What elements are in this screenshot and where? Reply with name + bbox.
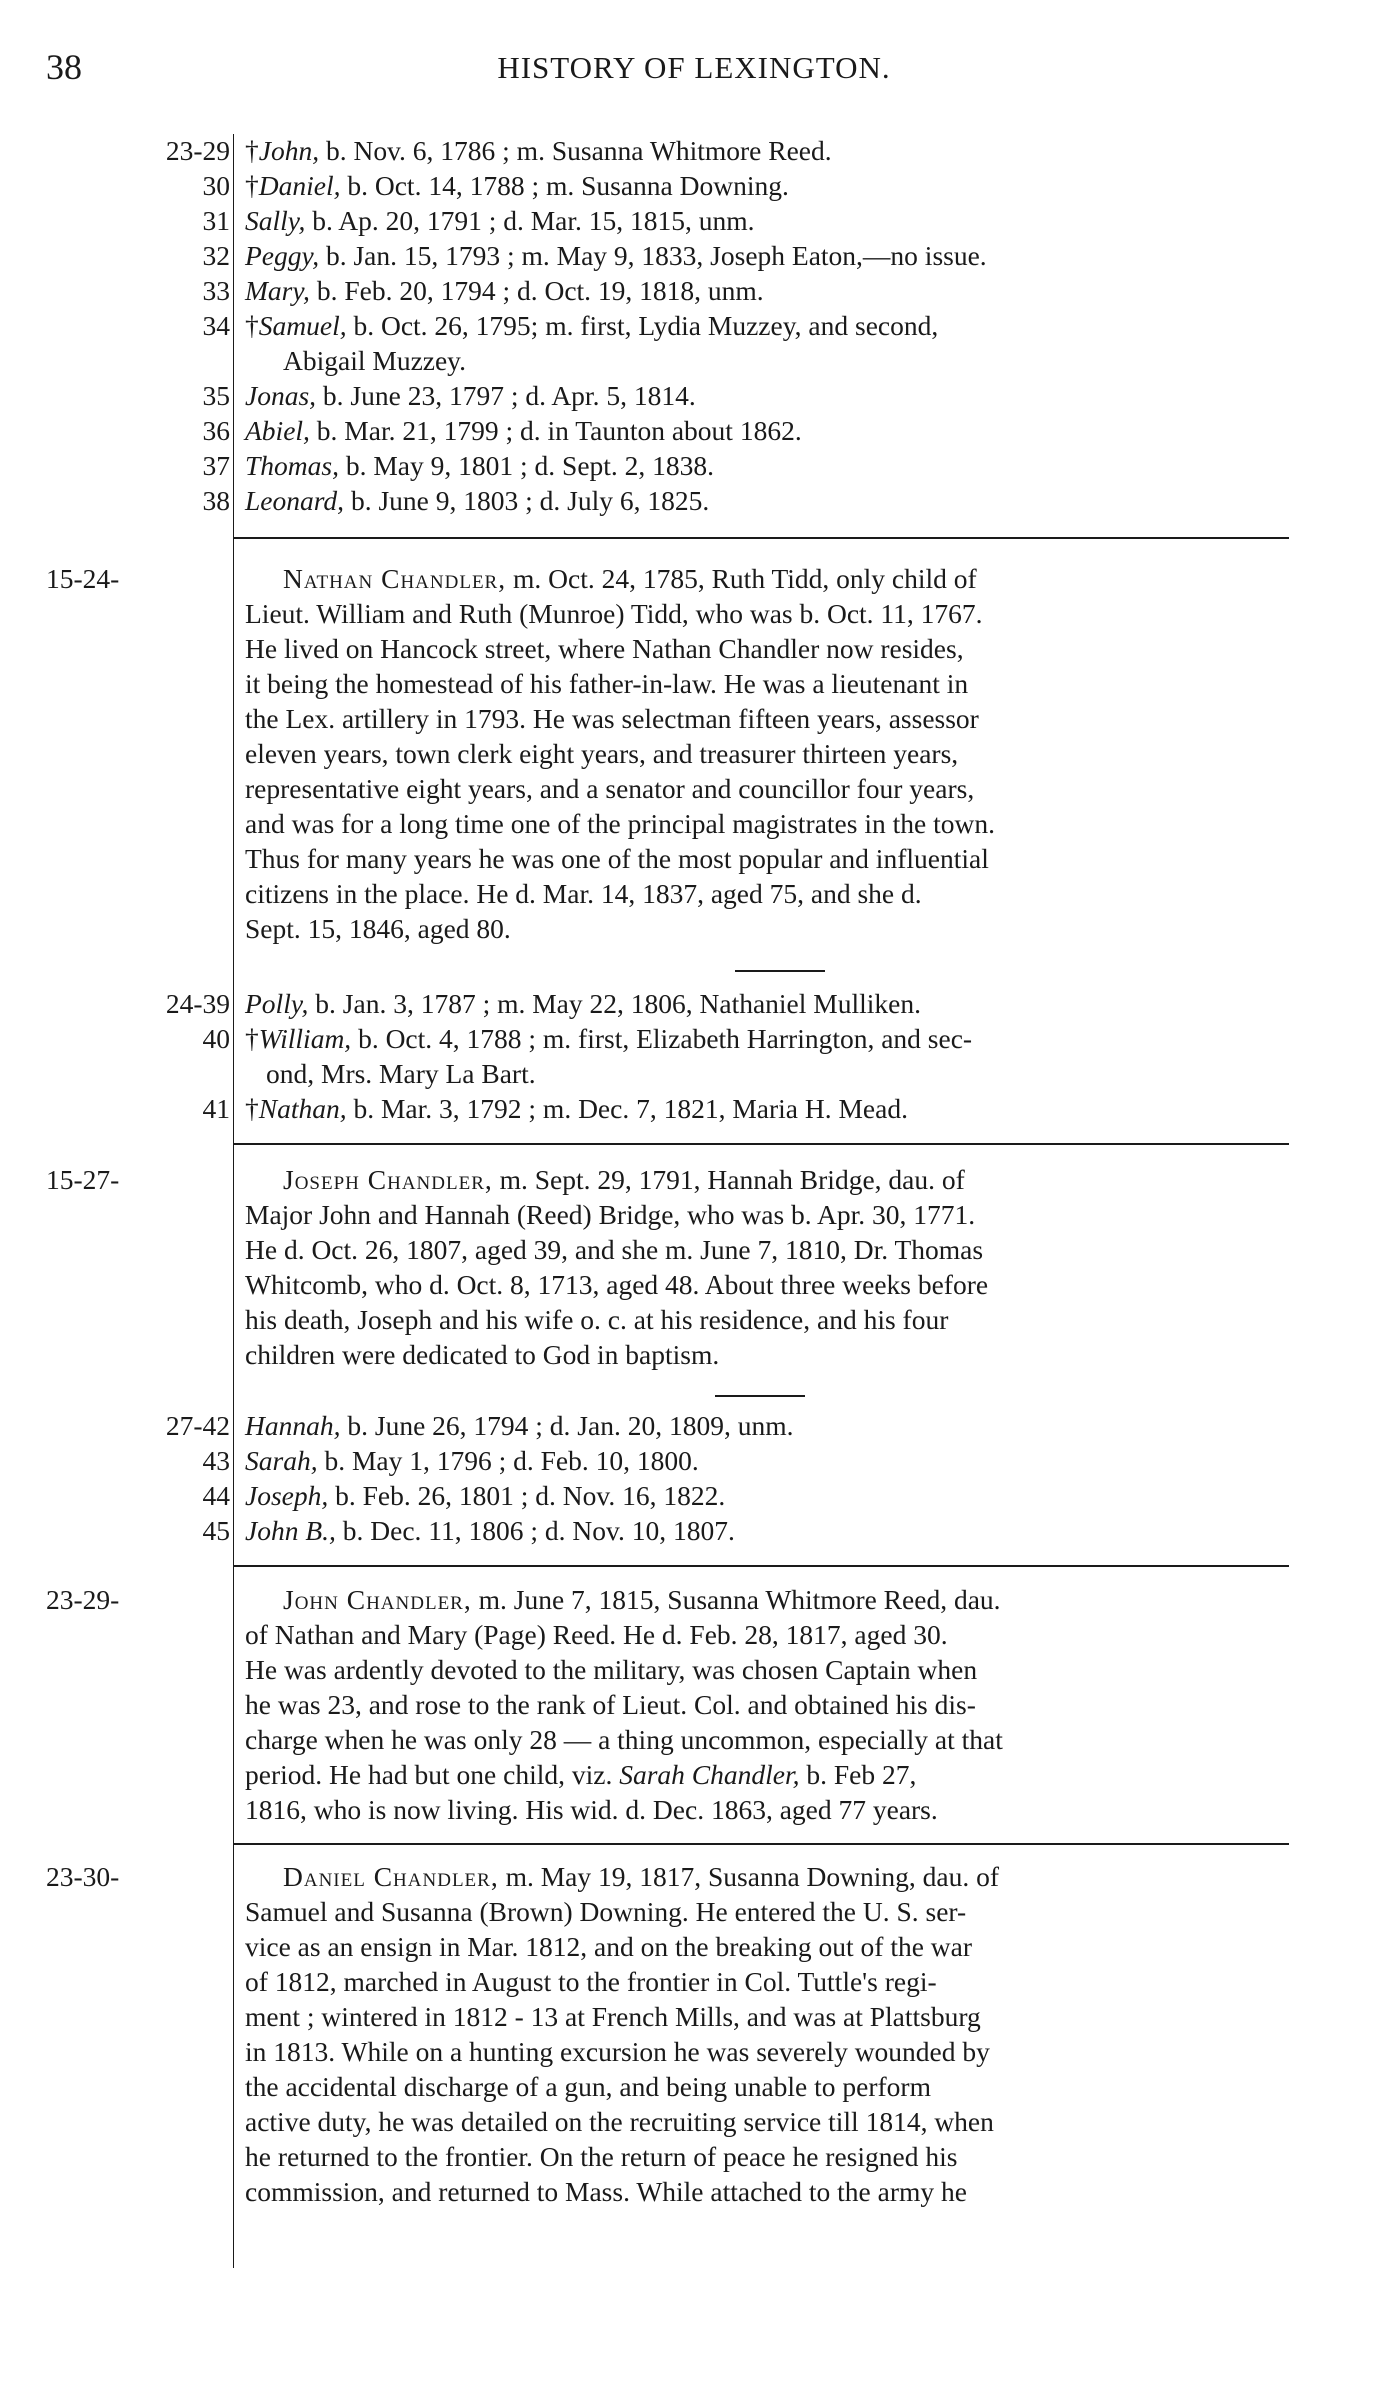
- ref-number: 40: [202, 1023, 230, 1054]
- entry-paragraph-line: the Lex. artillery in 1793. He was selectman fifteen years, assessor: [245, 703, 979, 734]
- ref-number: 30: [202, 170, 230, 201]
- child-name: Thomas,: [245, 450, 339, 481]
- dagger-mark: †: [245, 170, 259, 201]
- entry-paragraph-line: Major John and Hannah (Reed) Bridge, who was b. Apr. 30, 1771.: [245, 1199, 976, 1230]
- entry-text: b. Feb 27,: [799, 1759, 917, 1790]
- child-entry: [245, 309, 938, 343]
- child-entry: [245, 1479, 725, 1513]
- child-entry: [245, 1022, 972, 1056]
- entry-paragraph-line: ment ; wintered in 1812 - 13 at French Mills, and was at Plattsburg: [245, 2001, 981, 2032]
- ref-number: 23-29-: [46, 1584, 120, 1615]
- ref-number: 41: [202, 1093, 230, 1124]
- child-entry: [245, 1444, 699, 1478]
- entry-text: m. Sept. 29, 1791, Hannah Bridge, dau. of: [492, 1164, 965, 1195]
- child-name: Joseph,: [245, 1480, 329, 1511]
- child-details: b. June 23, 1797 ; d. Apr. 5, 1814.: [316, 380, 696, 411]
- child-details: b. Mar. 3, 1792 ; m. Dec. 7, 1821, Maria H. Mead.: [346, 1093, 908, 1124]
- section-rule: [233, 1565, 1289, 1567]
- entry-paragraph-line: active duty, he was detailed on the recruiting service till 1814, when: [245, 2106, 994, 2137]
- entry-paragraph-line: 1816, who is now living. His wid. d. Dec. 1863, aged 77 years.: [245, 1794, 938, 1825]
- child-entry-continuation: ond, Mrs. Mary La Bart.: [266, 1058, 536, 1089]
- person-name: John Chandler,: [283, 1584, 472, 1615]
- ref-number: 44: [202, 1480, 230, 1511]
- entry-paragraph-line: Sept. 15, 1846, aged 80.: [245, 913, 511, 944]
- entry-paragraph-line: [283, 562, 977, 596]
- child-name: Sarah,: [245, 1445, 318, 1476]
- entry-text: m. June 7, 1815, Susanna Whitmore Reed, dau.: [471, 1584, 1001, 1615]
- child-name: Daniel,: [258, 170, 341, 201]
- dagger-mark: †: [245, 135, 259, 166]
- child-name: Nathan,: [258, 1093, 347, 1124]
- entry-paragraph-line: Samuel and Susanna (Brown) Downing. He entered the U. S. ser-: [245, 1896, 967, 1927]
- child-entry: [245, 414, 802, 448]
- ref-number: 45: [202, 1515, 230, 1546]
- ref-number: 27-42: [165, 1410, 230, 1441]
- entry-paragraph-line: [283, 1860, 999, 1894]
- person-name: Nathan Chandler,: [283, 563, 507, 594]
- entry-paragraph-line: citizens in the place. He d. Mar. 14, 1837, aged 75, and she d.: [245, 878, 922, 909]
- child-details: b. Oct. 14, 1788 ; m. Susanna Downing.: [340, 170, 789, 201]
- child-name: Samuel,: [258, 310, 347, 341]
- ref-number: 31: [202, 205, 230, 236]
- child-name: William,: [258, 1023, 352, 1054]
- child-entry: [245, 1409, 793, 1443]
- entry-text: m. May 19, 1817, Susanna Downing, dau. of: [498, 1861, 1000, 1892]
- page-number: 38: [46, 47, 82, 87]
- entry-text: period. He had but one child, viz.: [245, 1759, 620, 1790]
- entry-paragraph-line: [283, 1583, 1001, 1617]
- entry-paragraph-line: [245, 1758, 916, 1792]
- child-details: b. June 9, 1803 ; d. July 6, 1825.: [344, 485, 710, 516]
- ref-number: 23-30-: [46, 1861, 120, 1892]
- child-name: John,: [258, 135, 320, 166]
- entry-paragraph-line: [283, 1163, 965, 1197]
- entry-paragraph-line: of Nathan and Mary (Page) Reed. He d. Feb. 28, 1817, aged 30.: [245, 1619, 948, 1650]
- ref-number: 35: [202, 380, 230, 411]
- entry-paragraph-line: He d. Oct. 26, 1807, aged 39, and she m. June 7, 1810, Dr. Thomas: [245, 1234, 984, 1265]
- entry-paragraph-line: commission, and returned to Mass. While attached to the army he: [245, 2176, 967, 2207]
- child-details: b. Feb. 20, 1794 ; d. Oct. 19, 1818, unm.: [309, 275, 764, 306]
- ref-number: 38: [202, 485, 230, 516]
- entry-paragraph-line: his death, Joseph and his wife o. c. at his residence, and his four: [245, 1304, 949, 1335]
- entry-paragraph-line: and was for a long time one of the principal magistrates in the town.: [245, 808, 995, 839]
- entry-paragraph-line: the accidental discharge of a gun, and being unable to perform: [245, 2071, 931, 2102]
- ref-number: 15-27-: [46, 1164, 120, 1195]
- child-name: Jonas,: [245, 380, 317, 411]
- child-name: Abiel,: [245, 415, 310, 446]
- child-name: John B.,: [245, 1515, 336, 1546]
- entry-paragraph-line: he returned to the frontier. On the return of peace he resigned his: [245, 2141, 958, 2172]
- child-details: b. May 9, 1801 ; d. Sept. 2, 1838.: [338, 450, 715, 481]
- section-rule: [233, 1843, 1289, 1845]
- dagger-mark: †: [245, 310, 259, 341]
- ref-number: 36: [202, 415, 230, 446]
- entry-paragraph-line: in 1813. While on a hunting excursion he was severely wounded by: [245, 2036, 990, 2067]
- child-name: Leonard,: [245, 485, 345, 516]
- ref-number: 23-29: [165, 135, 230, 166]
- child-details: b. Ap. 20, 1791 ; d. Mar. 15, 1815, unm.: [305, 205, 755, 236]
- child-entry: [245, 239, 987, 273]
- child-entry: [245, 169, 789, 203]
- child-details: b. Oct. 4, 1788 ; m. first, Elizabeth Harrington, and sec-: [351, 1023, 973, 1054]
- child-details: b. Oct. 26, 1795; m. first, Lydia Muzzey, and second,: [346, 310, 939, 341]
- child-entry: [245, 274, 764, 308]
- child-name: Sally,: [245, 205, 306, 236]
- child-details: b. Jan. 15, 1793 ; m. May 9, 1833, Joseph Eaton,—no issue.: [319, 240, 987, 271]
- entry-paragraph-line: eleven years, town clerk eight years, and treasurer thirteen years,: [245, 738, 959, 769]
- person-name: Joseph Chandler,: [283, 1164, 493, 1195]
- child-details: b. Mar. 21, 1799 ; d. in Taunton about 1862.: [309, 415, 802, 446]
- child-entry: [245, 1092, 908, 1126]
- ref-number: 15-24-: [46, 563, 120, 594]
- entry-paragraph-line: Thus for many years he was one of the most popular and influential: [245, 843, 989, 874]
- section-rule: [233, 537, 1289, 539]
- person-name: Daniel Chandler,: [283, 1861, 499, 1892]
- entry-paragraph-line: He was ardently devoted to the military, was chosen Captain when: [245, 1654, 978, 1685]
- ref-number: 34: [202, 310, 230, 341]
- entry-paragraph-line: it being the homestead of his father-in-law. He was a lieutenant in: [245, 668, 969, 699]
- child-name: Polly,: [245, 988, 309, 1019]
- entry-paragraph-line: representative eight years, and a senator and councillor four years,: [245, 773, 975, 804]
- short-divider: [715, 1395, 805, 1397]
- child-entry: [245, 449, 714, 483]
- ref-number: 32: [202, 240, 230, 271]
- ref-number: 24-39: [165, 988, 230, 1019]
- child-details: b. Nov. 6, 1786 ; m. Susanna Whitmore Reed.: [319, 135, 832, 166]
- entry-paragraph-line: He lived on Hancock street, where Nathan Chandler now resides,: [245, 633, 964, 664]
- entry-text: m. Oct. 24, 1785, Ruth Tidd, only child of: [506, 563, 977, 594]
- child-details: b. Feb. 26, 1801 ; d. Nov. 16, 1822.: [328, 1480, 726, 1511]
- child-details: b. May 1, 1796 ; d. Feb. 10, 1800.: [317, 1445, 699, 1476]
- child-entry: [245, 484, 709, 518]
- reference-column-rule: [233, 134, 234, 2268]
- entry-paragraph-line: charge when he was only 28 — a thing uncommon, especially at that: [245, 1724, 1003, 1755]
- entry-paragraph-line: he was 23, and rose to the rank of Lieut. Col. and obtained his dis-: [245, 1689, 976, 1720]
- child-entry-continuation: Abigail Muzzey.: [283, 345, 467, 376]
- page-header: [0, 40, 1388, 100]
- child-details: b. Jan. 3, 1787 ; m. May 22, 1806, Nathaniel Mulliken.: [308, 988, 921, 1019]
- ref-number: 43: [202, 1445, 230, 1476]
- child-name: Hannah,: [245, 1410, 341, 1441]
- child-entry: [245, 1514, 735, 1548]
- child-name: Mary,: [245, 275, 310, 306]
- child-details: b. Dec. 11, 1806 ; d. Nov. 10, 1807.: [335, 1515, 735, 1546]
- child-entry: [245, 987, 921, 1021]
- dagger-mark: †: [245, 1093, 259, 1124]
- entry-paragraph-line: of 1812, marched in August to the frontier in Col. Tuttle's regi-: [245, 1966, 937, 1997]
- child-entry: [245, 134, 832, 168]
- ref-number: 33: [202, 275, 230, 306]
- short-divider: [735, 970, 825, 972]
- entry-paragraph-line: Lieut. William and Ruth (Munroe) Tidd, who was b. Oct. 11, 1767.: [245, 598, 983, 629]
- child-name: Peggy,: [245, 240, 320, 271]
- child-entry: [245, 204, 755, 238]
- dagger-mark: †: [245, 1023, 259, 1054]
- child-entry: [245, 379, 696, 413]
- entry-paragraph-line: vice as an ensign in Mar. 1812, and on the breaking out of the war: [245, 1931, 973, 1962]
- running-title: HISTORY OF LEXINGTON.: [497, 50, 891, 85]
- ref-number: 37: [202, 450, 230, 481]
- child-name: Sarah Chandler,: [619, 1759, 800, 1790]
- child-details: b. June 26, 1794 ; d. Jan. 20, 1809, unm.: [340, 1410, 794, 1441]
- entry-paragraph-line: children were dedicated to God in baptism.: [245, 1339, 720, 1370]
- entry-paragraph-line: Whitcomb, who d. Oct. 8, 1713, aged 48. About three weeks before: [245, 1269, 989, 1300]
- section-rule: [233, 1143, 1289, 1145]
